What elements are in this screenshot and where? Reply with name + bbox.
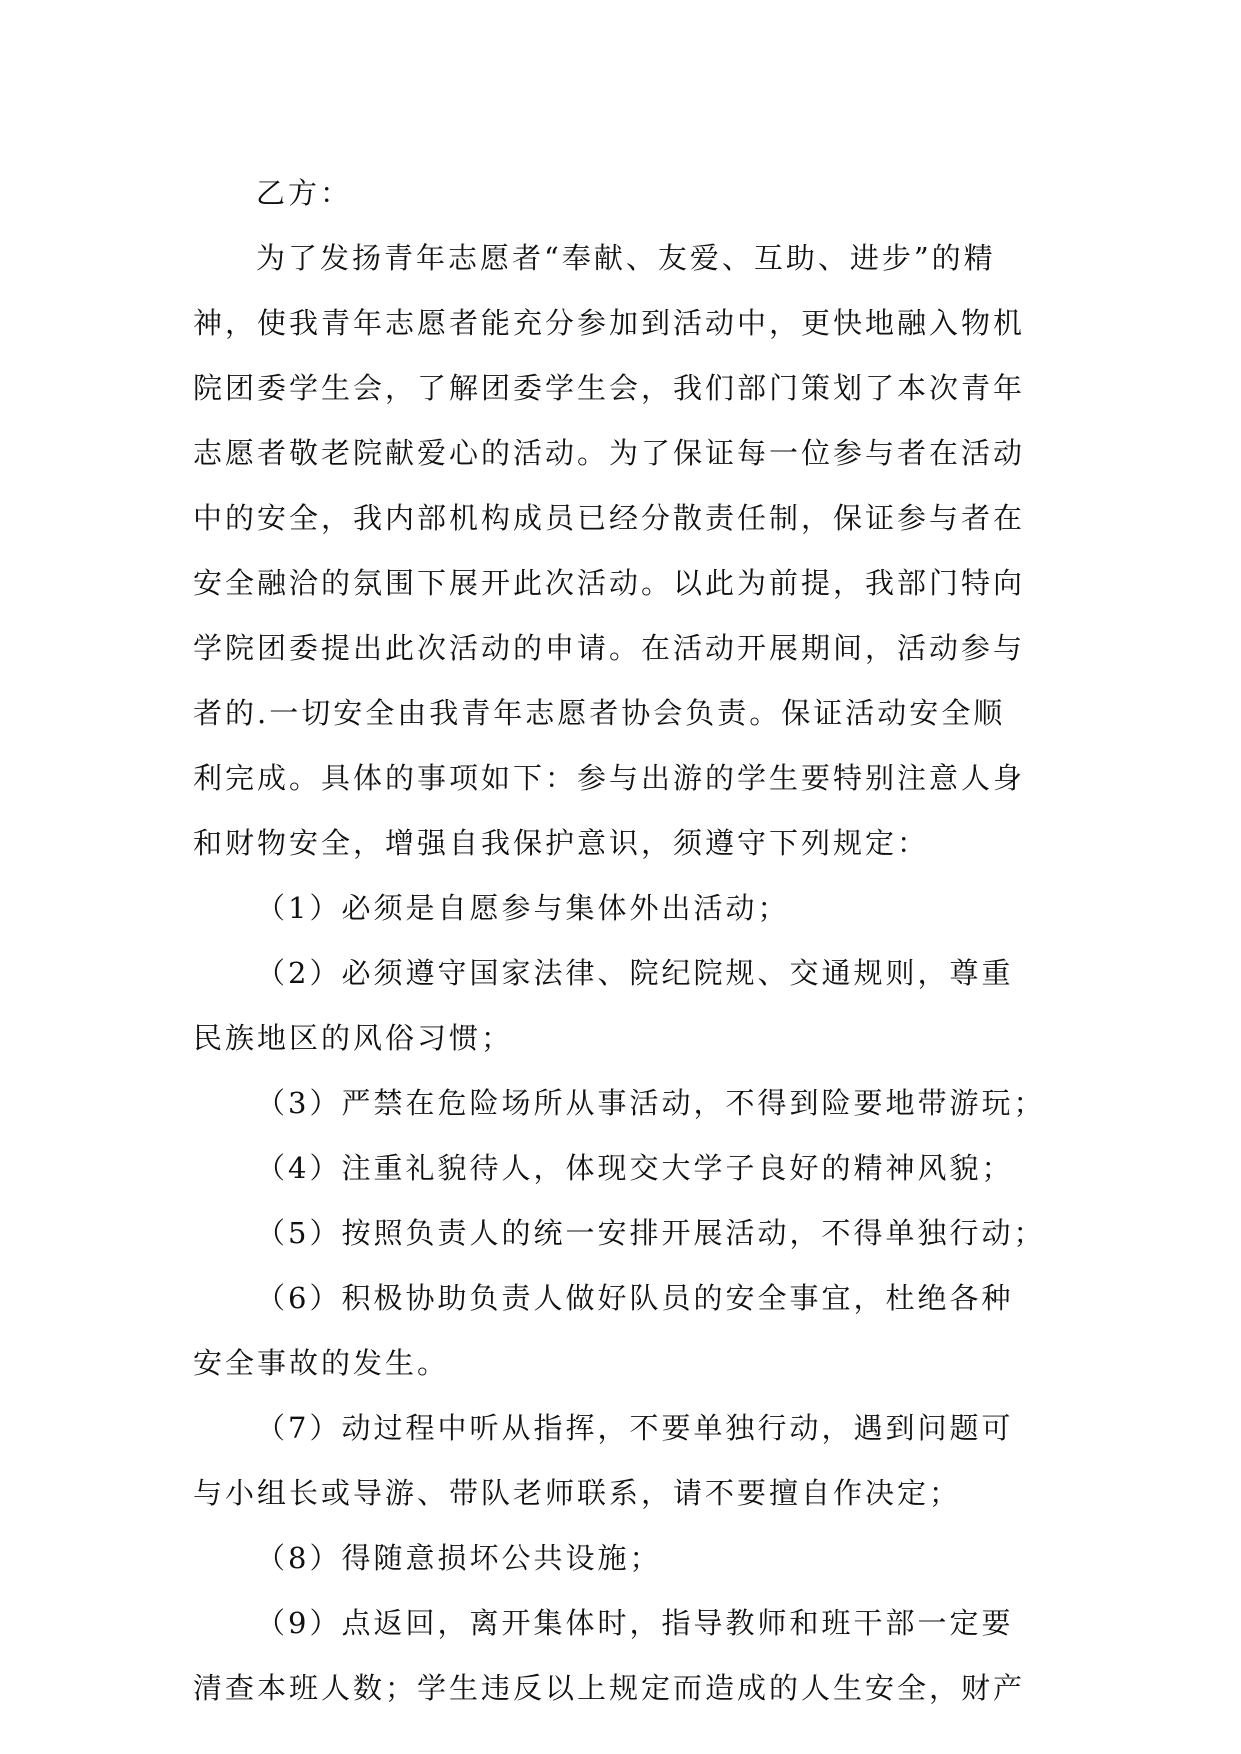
rule-item-5: （5）按照负责人的统一安排开展活动，不得单独行动； [256, 1216, 1046, 1250]
rule-item-8: （8）得随意损坏公共设施； [256, 1541, 662, 1575]
rule-item-2: （2）必须遵守国家法律、院纪院规、交通规则，尊重 [256, 956, 1014, 990]
paragraph-line: 志愿者敬老院献爱心的活动。为了保证每一位参与者在活动 [193, 436, 1026, 470]
paragraph-line: 安全融洽的氛围下展开此次活动。以此为前提，我部门特向 [193, 566, 1026, 600]
document-body [193, 161, 1073, 1721]
paragraph-line: 和财物安全，增强自我保护意识，须遵守下列规定： [193, 826, 930, 860]
paragraph-line: 院团委学生会，了解团委学生会，我们部门策划了本次青年 [193, 371, 1026, 405]
paragraph-line: 为了发扬青年志愿者“奉献、友爱、互助、进步”的精 [256, 241, 996, 275]
paragraph-line: 神，使我青年志愿者能充分参加到活动中，更快地融入物机 [193, 306, 1026, 340]
rule-item-9-continued: 清查本班人数；学生违反以上规定而造成的人生安全，财产 [193, 1671, 1026, 1705]
rule-item-7-continued: 与小组长或导游、带队老师联系，请不要擅自作决定； [193, 1476, 962, 1510]
paragraph-line: 利完成。具体的事项如下：参与出游的学生要特别注意人身 [193, 761, 1026, 795]
paragraph-line: 学院团委提出此次活动的申请。在活动开展期间，活动参与 [193, 631, 1026, 665]
rule-item-4: （4）注重礼貌待人，体现交大学子良好的精神风貌； [256, 1151, 1014, 1185]
rule-item-1: （1）必须是自愿参与集体外出活动； [256, 891, 790, 925]
rule-item-2-continued: 民族地区的风俗习惯； [193, 1021, 514, 1055]
rule-item-7: （7）动过程中听从指挥，不要单独行动，遇到问题可 [256, 1411, 1014, 1445]
rule-item-6-continued: 安全事故的发生。 [193, 1346, 450, 1380]
rule-item-6: （6）积极协助负责人做好队员的安全事宜，杜绝各种 [256, 1281, 1014, 1315]
paragraph-line: 中的安全，我内部机构成员已经分散责任制，保证参与者在 [193, 501, 1026, 535]
paragraph-line: 者的.一切安全由我青年志愿者协会负责。保证活动安全顺 [193, 696, 1006, 730]
party-b-label: 乙方： [256, 176, 353, 210]
rule-item-9: （9）点返回，离开集体时，指导教师和班干部一定要 [256, 1606, 1014, 1640]
rule-item-3: （3）严禁在危险场所从事活动，不得到险要地带游玩； [256, 1086, 1046, 1120]
